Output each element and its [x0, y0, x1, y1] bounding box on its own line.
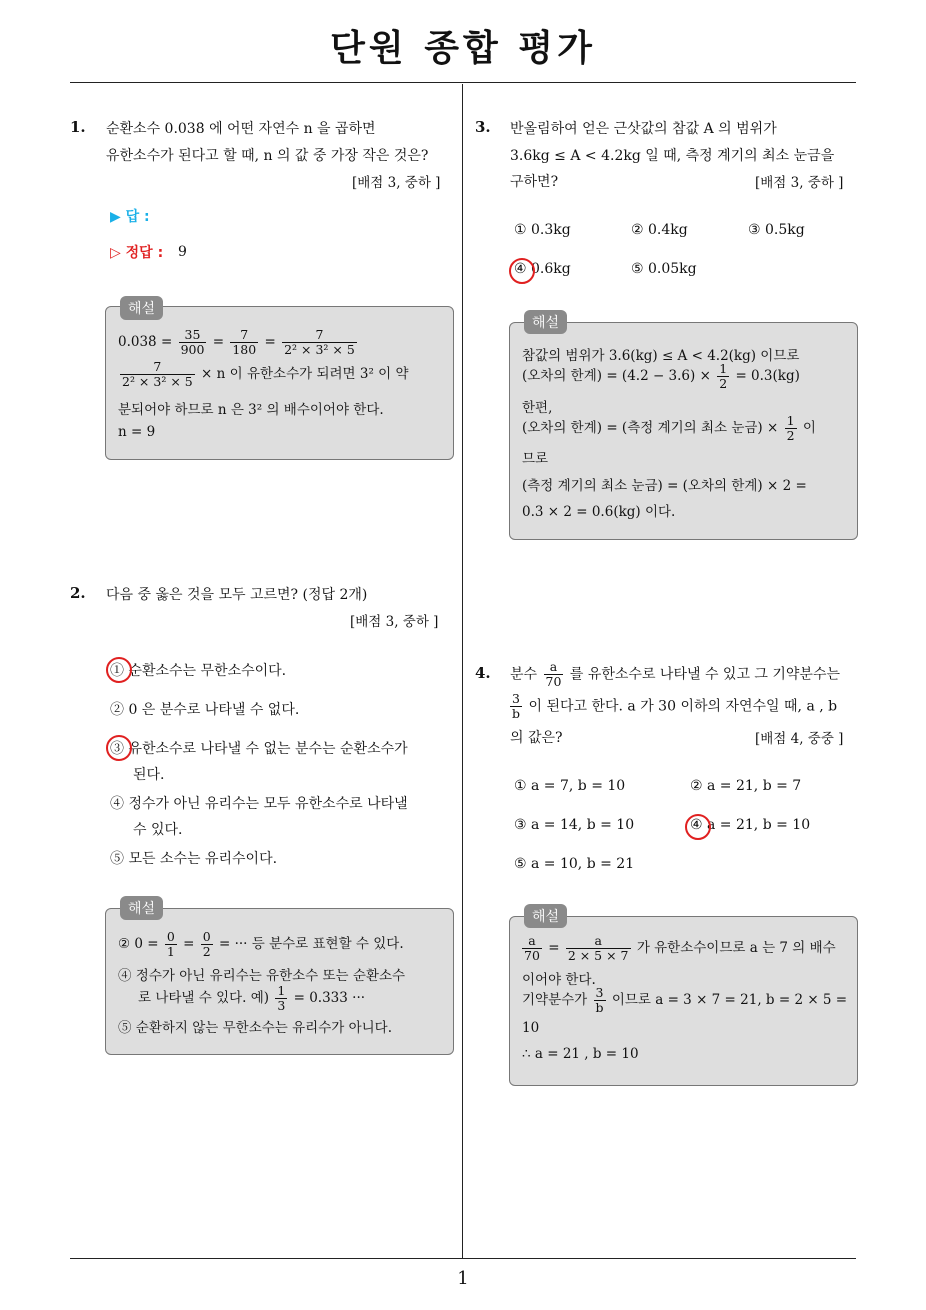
q1-explanation-tag: 해설 — [120, 296, 163, 320]
bottom-rule — [70, 1258, 856, 1259]
q4-option-1[interactable]: ① a = 7, b = 10 — [514, 778, 626, 794]
q1-number: 1. — [70, 118, 86, 136]
q3-explanation-tag: 해설 — [524, 310, 567, 334]
q1-expl-line4: n = 9 — [118, 424, 156, 440]
q1-expl-line2: $\frac{7}{\text{2² × 3² × 5}}$ × n 이 유한소수가 되려면 3² 이 약 — [122, 359, 409, 389]
q4-option-5[interactable]: ⑤ a = 10, b = 21 — [514, 856, 635, 872]
q1-expl-line1: 0.038̇ = $\frac{35}{900}$ = $\frac{7}{180}$ = $\frac{7}{\text{2² × 3² × 5}}$ — [118, 327, 355, 357]
q4-number: 4. — [475, 664, 491, 682]
q4-expl-line1: $\frac{a}{70}$ = $\frac{a}{2 \times 5 \times 7}$ 가 유한소수이므로 a 는 7 의 배수 — [524, 933, 836, 963]
q2-expl-line2: ④ 정수가 아닌 유리수는 유한소수 또는 순환소수 — [118, 968, 406, 984]
q3-text-line3: 구하면? — [510, 174, 559, 190]
q3-text-line2: 3.6kg ≤ A < 4.2kg 일 때, 측정 계기의 최소 눈금을 — [510, 148, 835, 164]
q3-text-line1: 반올림하여 얻은 근삿값의 참값 A 의 범위가 — [510, 121, 777, 137]
q3-expl-line1: 참값의 범위가 3.6(kg) ≤ A < 4.2(kg) 이므로 — [522, 348, 800, 364]
page-title: 단원 종합 평가 — [330, 28, 596, 69]
q2-expl-line3: 로 나타낼 수 있다. 예) $\frac{1}{3}$ = 0.333 ··· — [138, 983, 366, 1013]
column-divider — [462, 84, 463, 1258]
q2-option-3-cont: 된다. — [133, 767, 165, 783]
q3-number: 3. — [475, 118, 491, 136]
q4-score: [배점 4, 중중 ] — [755, 731, 844, 747]
q3-option-3[interactable]: ③ 0.5kg — [748, 222, 805, 238]
q3-expl-line7: 0.3 × 2 = 0.6(kg) 이다. — [522, 504, 676, 520]
q3-option-5[interactable]: ⑤ 0.05kg — [631, 261, 697, 277]
q4-text-line1: 분수 $\frac{a}{70}$ 를 유한소수로 나타낼 수 있고 그 기약분수는 — [510, 659, 841, 689]
q4-expl-line5: ∴ a = 21 , b = 10 — [522, 1046, 639, 1062]
q4-option-2[interactable]: ② a = 21, b = 7 — [690, 778, 802, 794]
q4-explanation-tag: 해설 — [524, 904, 567, 928]
q4-expl-line4: 10 — [522, 1020, 540, 1036]
q1-answer-label: ▶ 답 : — [110, 209, 150, 225]
q3-expl-line6: (측정 계기의 최소 눈금) = (오차의 한계) × 2 = — [522, 478, 807, 494]
q2-option-1-circle — [106, 657, 132, 683]
q3-expl-line4: (오차의 한계) = (측정 계기의 최소 눈금) × $\frac{1}{2}$ 이 — [522, 413, 816, 443]
q2-score: [배점 3, 중하 ] — [350, 614, 439, 630]
q4-expl-line2: 이어야 한다. — [522, 972, 596, 988]
q3-score: [배점 3, 중하 ] — [755, 175, 844, 191]
q2-option-4-cont: 수 있다. — [133, 822, 183, 838]
q4-text-line2: $\frac{3}{b}$ 이 된다고 한다. a 가 30 이하의 자연수일 때, a , b — [512, 691, 838, 721]
q2-option-3[interactable]: ③ 유한소수로 나타낼 수 없는 분수는 순환소수가 — [110, 741, 408, 757]
q3-option-4-circle — [509, 258, 535, 284]
q3-option-1[interactable]: ① 0.3kg — [514, 222, 571, 238]
q3-option-4[interactable]: ④ 0.6kg — [514, 261, 571, 277]
q2-explanation-tag: 해설 — [120, 896, 163, 920]
q2-option-2[interactable]: ② 0 은 분수로 나타낼 수 없다. — [110, 702, 300, 718]
q2-expl-line4: ⑤ 순환하지 않는 무한소수는 유리수가 아니다. — [118, 1020, 392, 1036]
q3-expl-line2: (오차의 한계) = (4.2 − 3.6) × $\frac{1}{2}$ = 0.3(kg) — [522, 361, 800, 391]
q2-option-3-circle — [106, 735, 132, 761]
q1-text-line1: 순환소수 0.038̇ 에 어떤 자연수 n 을 곱하면 — [106, 121, 376, 137]
q4-option-4[interactable]: ④ a = 21, b = 10 — [690, 817, 811, 833]
q2-expl-line1: ② 0 = $\frac{0}{1}$ = $\frac{0}{2}$ = ··· 등 분수로 표현할 수 있다. — [118, 929, 404, 959]
q2-option-5[interactable]: ⑤ 모든 소수는 유리수이다. — [110, 851, 278, 867]
top-rule — [70, 82, 856, 83]
q1-expl-line3: 분되어야 하므로 n 은 3² 의 배수이어야 한다. — [118, 402, 384, 418]
q2-number: 2. — [70, 584, 86, 602]
q2-option-1[interactable]: ① 순환소수는 무한소수이다. — [110, 663, 287, 679]
q4-text-line3: 의 값은? — [510, 730, 563, 746]
q2-option-4[interactable]: ④ 정수가 아닌 유리수는 모두 유한소수로 나타낼 — [110, 796, 408, 812]
q2-text-line1: 다음 중 옳은 것을 모두 고르면? (정답 2개) — [106, 587, 368, 603]
page-number: 1 — [457, 1268, 469, 1289]
q1-score: [배점 3, 중하 ] — [352, 175, 441, 191]
q3-expl-line3: 한편, — [522, 400, 553, 416]
q3-expl-line5: 므로 — [522, 451, 549, 467]
q4-expl-line3: 기약분수가 $\frac{3}{b}$ 이므로 a = 3 × 7 = 21, b = 2 × 5 = — [522, 985, 848, 1015]
q4-option-4-circle — [685, 814, 711, 840]
q1-correct-value: 9 — [178, 244, 187, 260]
q1-correct-label: ▷ 정답 : — [110, 245, 164, 261]
q3-option-2[interactable]: ② 0.4kg — [631, 222, 688, 238]
q4-option-3[interactable]: ③ a = 14, b = 10 — [514, 817, 635, 833]
q1-text-line2: 유한소수가 된다고 할 때, n 의 값 중 가장 작은 것은? — [106, 148, 429, 164]
